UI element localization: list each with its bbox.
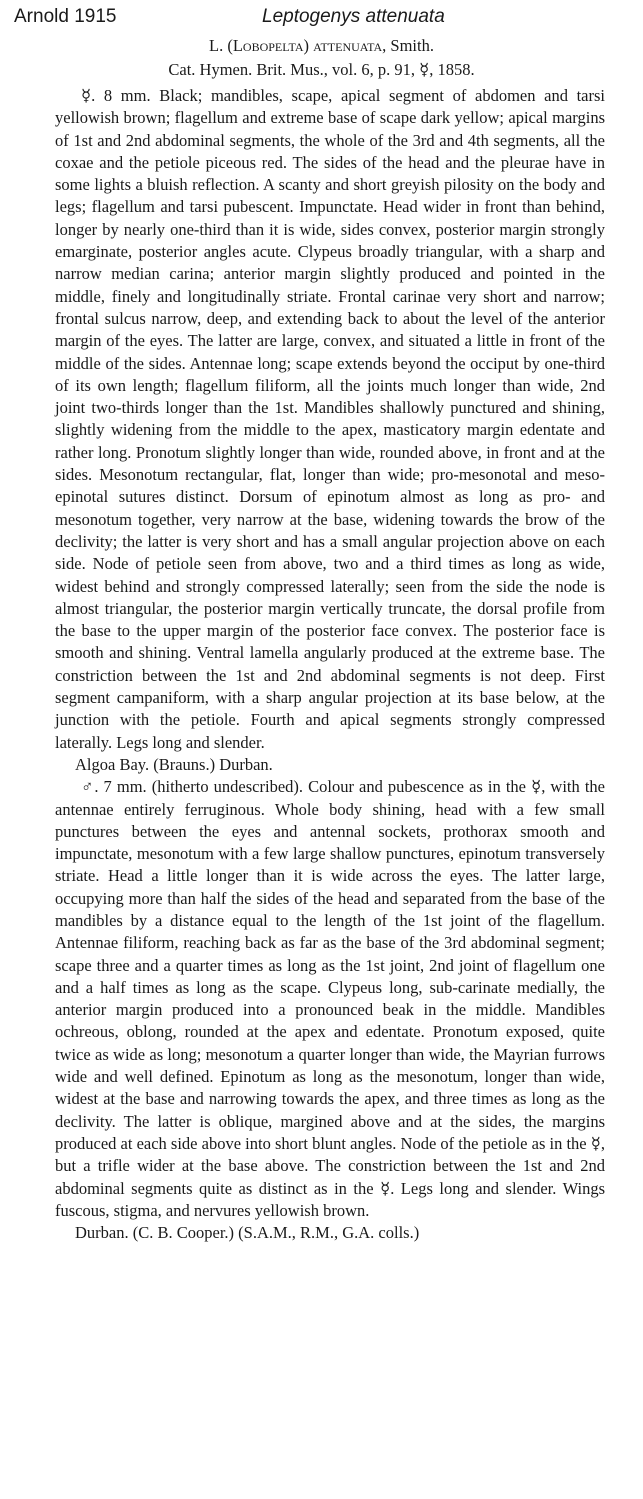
entry-title: L. (Lobopelta) attenuata, Smith. [209,36,434,55]
species-name: attenuata [313,36,383,55]
citation: Cat. Hymen. Brit. Mus., vol. 6, p. 91, ☿, 1858. [168,60,475,79]
title-prefix: L. ( [209,36,233,55]
worker-description: ☿. 8 mm. Black; mandibles, scape, apical segment of abdomen and tarsi yellowish brown; flagellum and extreme base of scape dark yellow; apical margins of 1st and 2nd abdominal segments, the whole of the 3rd and 4th segments, all the coxae and the petiole piceous red. The sides of the head and the pleurae have in some lights a bluish reflection. A scanty and short greyish pilosity on the body and legs; flagellum and tarsi pubescent. Impunctate. Head wider in front than behind, longer by nearly one-third than it is wide, sides convex, posterior margin strongly emarginate, posterior angles acute. Clypeus broadly triangular, with a sharp and narrow median carina; anterior margin slightly produced and pointed in the middle, finely and longitudinally striate. Frontal carinae very short and narrow; frontal sulcus narrow, deep, and extending back to about the level of the anterior margin of the eyes. The latter are large, convex, and situated a little in front of the middle of the sides. Antennae long; scape extends beyond the occiput by one-third of its own length; flagellum filiform, all the joints much longer than wide, 2nd joint two-thirds longer than the 1st. Mandibles shallowly punctured and shining, slightly widening from the middle to the apex, masticatory margin edentate and rather long. Pronotum slightly longer than wide, rounded above, in front and at the sides. Mesonotum rectangular, flat, longer than wide; pro-mesonotal and meso-epinotal sutures distinct. Dorsum of epinotum almost as long as pro- and mesonotum together, very narrow at the base, widening towards the brow of the declivity; the latter is very short and has a small angular projection above on each side. Node of petiole seen from above, two and a third times as long as wide, widest behind and strongly compressed laterally; seen from the side the node is almost triangular, the posterior margin vertically truncate, the dorsal profile from the base to the upper margin of the posterior face convex. The posterior face is smooth and shining. Ventral lamella angularly produced at the extreme base. The constriction between the 1st and 2nd abdominal segments is not deep. First segment campaniform, with a sharp angular projection at its base below, at the junction with the petiole. Fourth and apical segments strongly compressed laterally. Legs long and slender. [55,86,605,752]
description-body [55,85,605,1244]
title-suffix: , Smith. [382,36,434,55]
species-heading: Leptogenys attenuata [262,6,445,27]
worker-locality: Algoa Bay. (Brauns.) Durban. [75,754,273,774]
male-locality: Durban. (C. B. Cooper.) (S.A.M., R.M., G.A. colls.) [75,1223,420,1243]
subgenus: Lobopelta [232,36,304,55]
page-header [0,6,643,32]
male-description: ♂. 7 mm. (hitherto undescribed). Colour and pubescence as in the ☿, with the antennae entirely ferruginous. Whole body shining, head with a few small punctures between the eyes and antennal sockets, prothorax smooth and impunctate, mesonotum with a few large shallow punctures, epinotum transversely striate. Head a little longer than it is wide across the eyes. The latter large, occupying more than half the sides of the head and separated from the base of the mandibles by a distance equal to the length of the 1st joint of the flagellum. Antennae filiform, reaching back as far as the base of the 3rd abdominal segment; scape three and a quarter times as long as the 1st joint, 2nd joint of flagellum one and a half times as long as the scape. Clypeus long, sub-carinate medially, the anterior margin produced into a pronounced beak in the middle. Mandibles ochreous, oblong, rounded at the apex and edentate. Pronotum exposed, quite twice as wide as long; mesonotum a quarter longer than wide, the Mayrian furrows wide and well defined. Epinotum as long as the mesonotum, longer than wide, widest at the base and narrowing towards the apex, and three times as long as the declivity. The latter is oblique, margined above and at the sides, the margins produced at each side above into short blunt angles. Node of the petiole as in the ☿, but a trifle wider at the base above. The constriction between the 1st and 2nd abdominal segments quite as distinct as in the ☿. Legs long and slender. Wings fuscous, stigma, and nervures yellowish brown. [55,777,605,1220]
author-year: Arnold 1915 [14,6,117,27]
